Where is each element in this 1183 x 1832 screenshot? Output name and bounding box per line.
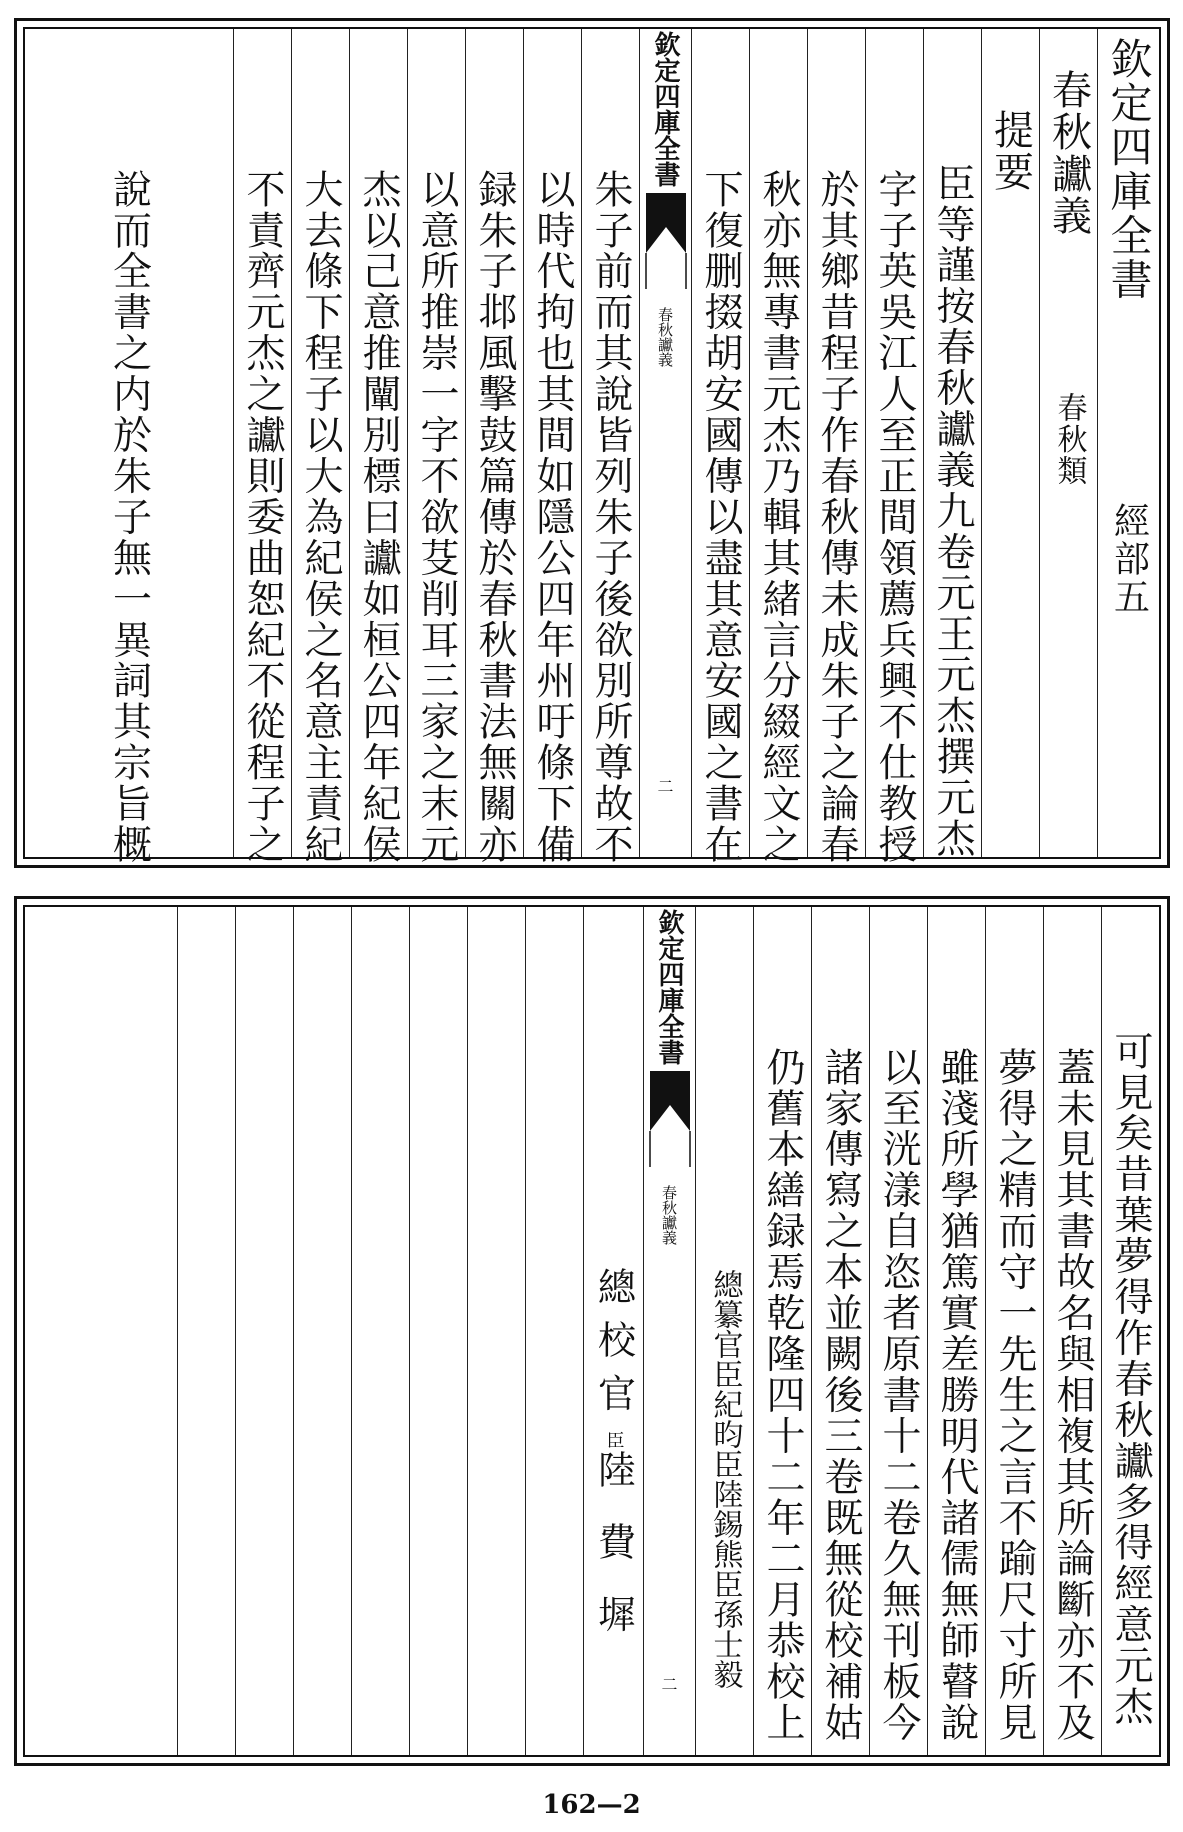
- text-line: 不責齊元杰之讞則委曲恕紀不從程子之: [240, 169, 285, 866]
- text-line: 蓋未見其書故名與相複其所論斷亦不及: [1050, 1047, 1095, 1744]
- text-column-b6: [811, 907, 869, 1755]
- top-page-columns: [25, 29, 1159, 866]
- compilers-line: 總纂官臣紀昀臣陸錫熊臣孫士毅: [707, 1269, 743, 1689]
- bottom-page-columns: [25, 907, 1159, 1755]
- section-column: [981, 29, 1039, 857]
- text-line: 雖淺所學猶篤實差勝明代諸儒無師瞽說: [934, 1047, 979, 1744]
- proofreader-chen: 臣: [603, 1430, 625, 1450]
- empty-column-7: [177, 907, 235, 1755]
- text-column-6: [581, 29, 639, 866]
- text-column-b1: [1101, 907, 1159, 1755]
- proofreader-name: 陸費墀: [591, 1449, 636, 1667]
- footer-page-number: 162—2: [542, 1790, 641, 1820]
- bottom-page-frame: [23, 905, 1161, 1757]
- text-column-10: [349, 29, 407, 866]
- center-page-number: 二: [657, 777, 674, 796]
- proofreader-column: [583, 907, 643, 1755]
- text-column-b2: [1043, 907, 1101, 1755]
- proofreader-title: 總校官: [591, 1267, 636, 1427]
- fish-tail-icon: [640, 193, 692, 289]
- center-title: 欽定四庫全書: [650, 31, 680, 187]
- header-column: [1097, 29, 1159, 857]
- text-line: 以時代拘也其間如隱公四年州吁條下備: [530, 169, 575, 866]
- book-title: 春秋讞義: [1045, 69, 1092, 237]
- empty-column-8: [25, 907, 177, 1755]
- text-line: 仍舊本繕録焉乾隆四十二年二月恭校上: [760, 1047, 805, 1744]
- text-line: 以意所推崇一字不欲芟削耳三家之末元: [414, 169, 459, 866]
- header-title: 欽定四庫全書: [1104, 37, 1154, 302]
- text-line: 可見矣昔葉夢得作春秋讞多得經意元杰: [1108, 1031, 1153, 1728]
- text-line: 大去條下程子以大為紀侯之名意主責紀: [298, 169, 343, 866]
- book-title-column: [1039, 29, 1097, 857]
- text-column-5: [691, 29, 749, 866]
- empty-column-6: [235, 907, 293, 1755]
- text-column-9: [407, 29, 465, 866]
- text-column-8: [465, 29, 523, 866]
- empty-column-1: [525, 907, 583, 1755]
- top-page-frame: [23, 27, 1161, 866]
- text-column-12: [233, 29, 291, 866]
- text-line: 以至洸漾自恣者原書十二卷久無刊板今: [876, 1047, 921, 1744]
- bottom-page: [14, 896, 1170, 1766]
- fish-tail-icon: [644, 1071, 696, 1167]
- top-page: [14, 18, 1170, 868]
- empty-column-4: [351, 907, 409, 1755]
- center-book-title: 春秋讞義: [656, 307, 674, 367]
- text-column-b7: [753, 907, 811, 1755]
- text-column-11: [291, 29, 349, 866]
- text-line: 杰以己意推闡別標曰讞如桓公四年紀侯: [356, 169, 401, 866]
- center-title: 欽定四庫全書: [654, 909, 684, 1065]
- text-column-b5: [869, 907, 927, 1755]
- text-line: 諸家傳寫之本並闕後三卷既無從校補姑: [818, 1047, 863, 1744]
- text-column-7: [523, 29, 581, 866]
- text-line: 秋亦無專書元杰乃輯其緒言分綴經文之: [756, 169, 801, 866]
- text-line: 臣等謹按春秋讞義九卷元王元杰撰元杰: [930, 163, 975, 860]
- text-line: 於其鄉昔程子作春秋傳未成朱子之論春: [814, 169, 859, 866]
- empty-column-5: [293, 907, 351, 1755]
- text-line: 字子英吳江人至正間領薦兵興不仕教授: [872, 169, 917, 866]
- center-fold-bottom: [643, 907, 695, 1755]
- subcategory-label: 春秋類: [1051, 392, 1087, 487]
- text-column-13: [25, 29, 233, 866]
- text-column-3: [807, 29, 865, 866]
- section-label: 提要: [987, 109, 1034, 193]
- text-column-2: [865, 29, 923, 866]
- text-line: 下復删掇胡安國傳以盡其意安國之書在: [698, 169, 743, 866]
- compilers-column: [695, 907, 753, 1755]
- category-label: 經部五: [1108, 501, 1150, 616]
- center-fold: [639, 29, 691, 857]
- text-column-1: [923, 29, 981, 860]
- empty-column-3: [409, 907, 467, 1755]
- text-line: 録朱子邶風擊鼓篇傳於春秋書法無關亦: [472, 169, 517, 866]
- text-column-b4: [927, 907, 985, 1755]
- text-line: 說而全書之内於朱子無一異詞其宗旨概: [106, 169, 152, 866]
- center-book-title: 春秋讞義: [660, 1185, 678, 1245]
- text-column-4: [749, 29, 807, 866]
- text-column-b3: [985, 907, 1043, 1755]
- empty-column-2: [467, 907, 525, 1755]
- text-line: 朱子前而其說皆列朱子後欲別所尊故不: [588, 169, 633, 866]
- center-page-number: 二: [661, 1675, 678, 1694]
- text-line: 夢得之精而守一先生之言不踰尺寸所見: [992, 1047, 1037, 1744]
